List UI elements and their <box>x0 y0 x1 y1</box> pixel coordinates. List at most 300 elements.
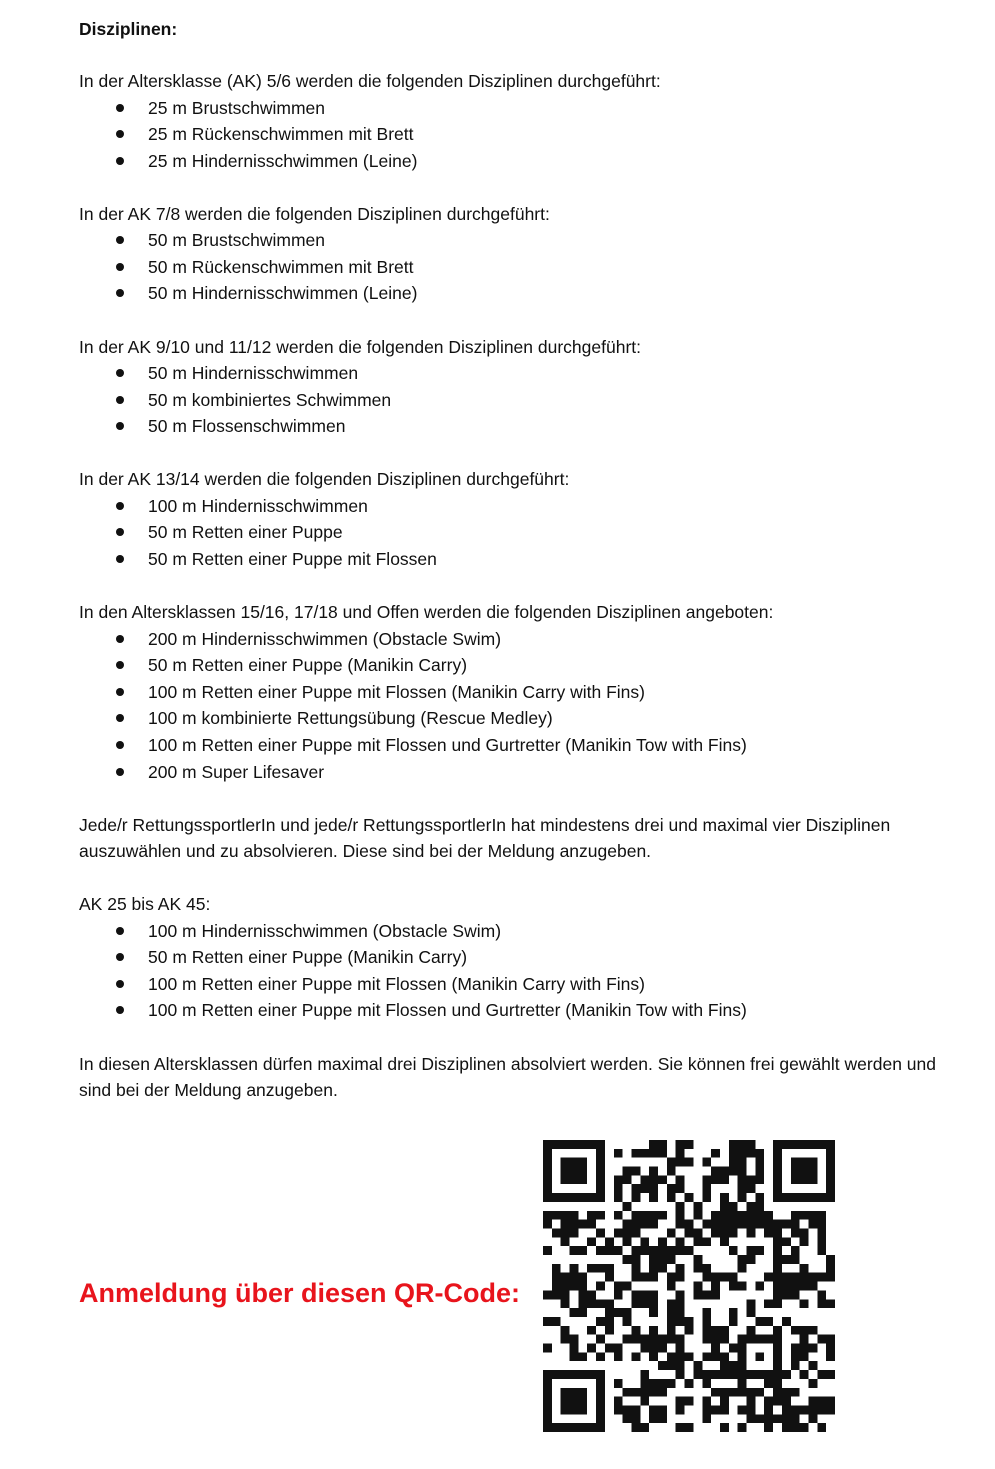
qr-module <box>791 1326 800 1335</box>
qr-module <box>817 1290 826 1299</box>
qr-module <box>649 1193 658 1202</box>
qr-module <box>578 1352 587 1361</box>
qr-module <box>640 1299 649 1308</box>
qr-module <box>578 1175 587 1184</box>
qr-module <box>658 1414 667 1423</box>
qr-module <box>587 1299 596 1308</box>
qr-module <box>578 1220 587 1229</box>
qr-module <box>649 1246 658 1255</box>
qr-module <box>631 1299 640 1308</box>
qr-module <box>614 1175 623 1184</box>
qr-module <box>738 1158 747 1167</box>
qr-module <box>570 1352 579 1361</box>
qr-module <box>729 1370 738 1379</box>
qr-module <box>711 1228 720 1237</box>
qr-module <box>658 1211 667 1220</box>
qr-module <box>649 1308 658 1317</box>
qr-module <box>782 1414 791 1423</box>
qr-module <box>561 1140 570 1149</box>
qr-module <box>738 1423 747 1432</box>
qr-module <box>808 1414 817 1423</box>
qr-module <box>570 1193 579 1202</box>
qr-module <box>578 1273 587 1282</box>
qr-module <box>676 1423 685 1432</box>
qr-module <box>658 1140 667 1149</box>
qr-module <box>817 1273 826 1282</box>
qr-module <box>667 1228 676 1237</box>
qr-module <box>747 1308 756 1317</box>
qr-module <box>773 1335 782 1344</box>
qr-module <box>693 1361 702 1370</box>
qr-module <box>631 1220 640 1229</box>
qr-module <box>676 1290 685 1299</box>
qr-module <box>711 1405 720 1414</box>
qr-module <box>773 1264 782 1273</box>
qr-module <box>685 1352 694 1361</box>
qr-module <box>596 1299 605 1308</box>
qr-module <box>747 1246 756 1255</box>
qr-module <box>676 1335 685 1344</box>
qr-module <box>658 1388 667 1397</box>
qr-module <box>782 1193 791 1202</box>
qr-module <box>817 1370 826 1379</box>
qr-module <box>658 1149 667 1158</box>
qr-module <box>570 1140 579 1149</box>
list-item: 100 m Hindernisschwimmen (Obstacle Swim) <box>79 918 939 945</box>
qr-module <box>578 1140 587 1149</box>
qr-module <box>747 1202 756 1211</box>
signup-label: Anmeldung über diesen QR-Code: <box>79 1278 521 1308</box>
qr-module <box>631 1290 640 1299</box>
list-item: 100 m kombinierte Rettungsübung (Rescue Medley) <box>79 705 939 732</box>
qr-module <box>667 1317 676 1326</box>
qr-module <box>702 1414 711 1423</box>
qr-module <box>747 1184 756 1193</box>
qr-module <box>552 1228 561 1237</box>
qr-module <box>711 1335 720 1344</box>
qr-module <box>702 1326 711 1335</box>
qr-module <box>702 1158 711 1167</box>
qr-module <box>791 1273 800 1282</box>
qr-module <box>800 1273 809 1282</box>
list-item: 50 m Retten einer Puppe <box>79 519 939 546</box>
qr-module <box>667 1184 676 1193</box>
qr-module <box>596 1397 605 1406</box>
qr-module <box>570 1397 579 1406</box>
qr-module <box>693 1282 702 1291</box>
qr-module <box>658 1405 667 1414</box>
qr-module <box>720 1228 729 1237</box>
qr-module <box>685 1397 694 1406</box>
qr-module <box>791 1255 800 1264</box>
qr-module <box>587 1211 596 1220</box>
qr-module <box>693 1202 702 1211</box>
discipline-list <box>79 95 939 175</box>
qr-module <box>764 1273 773 1282</box>
qr-module <box>543 1140 552 1149</box>
qr-module <box>720 1237 729 1246</box>
qr-module <box>747 1326 756 1335</box>
qr-module <box>614 1282 623 1291</box>
qr-module <box>543 1344 552 1353</box>
qr-module <box>578 1290 587 1299</box>
qr-module <box>747 1405 756 1414</box>
qr-module <box>782 1140 791 1149</box>
qr-module <box>596 1264 605 1273</box>
qr-module <box>561 1273 570 1282</box>
qr-module <box>791 1167 800 1176</box>
qr-module <box>791 1344 800 1353</box>
qr-module <box>702 1237 711 1246</box>
qr-module <box>738 1193 747 1202</box>
qr-module <box>631 1335 640 1344</box>
qr-module <box>676 1211 685 1220</box>
qr-module <box>800 1335 809 1344</box>
qr-module <box>676 1246 685 1255</box>
qr-module <box>676 1140 685 1149</box>
qr-module <box>561 1370 570 1379</box>
qr-module <box>720 1405 729 1414</box>
qr-module <box>552 1423 561 1432</box>
qr-module <box>631 1193 640 1202</box>
qr-module <box>587 1370 596 1379</box>
qr-module <box>738 1352 747 1361</box>
qr-module <box>552 1317 561 1326</box>
qr-module <box>623 1388 632 1397</box>
qr-module <box>738 1405 747 1414</box>
qr-module <box>543 1379 552 1388</box>
qr-module <box>711 1344 720 1353</box>
list-item: 100 m Retten einer Puppe mit Flossen und Gurtretter (Manikin Tow with Fins) <box>79 997 939 1024</box>
masters-note: In diesen Altersklassen dürfen maximal drei Disziplinen absolviert werden. Sie können frei gewählt werden und sind bei der Meldung anzugeben. <box>79 1053 936 1101</box>
qr-module <box>570 1264 579 1273</box>
discipline-list <box>79 227 939 307</box>
qr-module <box>640 1149 649 1158</box>
qr-module <box>596 1193 605 1202</box>
qr-module <box>614 1149 623 1158</box>
list-item: 50 m Hindernisschwimmen <box>79 360 939 387</box>
qr-module <box>640 1290 649 1299</box>
qr-module <box>676 1370 685 1379</box>
qr-module <box>773 1158 782 1167</box>
section-intro: In den Altersklassen 15/16, 17/18 und Offen werden die folgenden Disziplinen angeboten: <box>79 602 774 623</box>
qr-module <box>791 1220 800 1229</box>
qr-module <box>685 1379 694 1388</box>
qr-module <box>570 1308 579 1317</box>
qr-module <box>596 1335 605 1344</box>
qr-module <box>623 1228 632 1237</box>
qr-module <box>640 1175 649 1184</box>
qr-module <box>720 1397 729 1406</box>
qr-module <box>755 1202 764 1211</box>
qr-module <box>702 1273 711 1282</box>
qr-module <box>570 1370 579 1379</box>
qr-module <box>755 1317 764 1326</box>
qr-module <box>631 1264 640 1273</box>
qr-module <box>667 1255 676 1264</box>
qr-code-icon[interactable] <box>543 1140 835 1432</box>
qr-module <box>711 1370 720 1379</box>
qr-module <box>649 1175 658 1184</box>
qr-module <box>808 1167 817 1176</box>
qr-module <box>676 1149 685 1158</box>
qr-module <box>808 1140 817 1149</box>
qr-module <box>800 1211 809 1220</box>
qr-module <box>649 1405 658 1414</box>
qr-module <box>826 1158 835 1167</box>
qr-module <box>658 1246 667 1255</box>
qr-module <box>596 1370 605 1379</box>
qr-module <box>596 1149 605 1158</box>
qr-module <box>578 1308 587 1317</box>
qr-module <box>658 1237 667 1246</box>
qr-module <box>720 1361 729 1370</box>
qr-module <box>561 1175 570 1184</box>
qr-module <box>826 1335 835 1344</box>
qr-module <box>605 1264 614 1273</box>
qr-module <box>755 1167 764 1176</box>
qr-module <box>667 1326 676 1335</box>
qr-module <box>570 1246 579 1255</box>
qr-module <box>596 1352 605 1361</box>
qr-module <box>791 1414 800 1423</box>
section-ak-5-6 <box>79 68 939 174</box>
selection-note: Jede/r RettungssportlerIn und jede/r RettungssportlerIn hat mindestens drei und maximal vier Disziplinen auszuwählen und zu absolvieren. Diese sind bei der Meldung anzugeben. <box>79 814 891 862</box>
qr-module <box>561 1388 570 1397</box>
qr-module <box>649 1388 658 1397</box>
qr-module <box>764 1299 773 1308</box>
qr-module <box>631 1405 640 1414</box>
qr-module <box>596 1414 605 1423</box>
qr-module <box>685 1158 694 1167</box>
qr-module <box>808 1379 817 1388</box>
qr-module <box>605 1299 614 1308</box>
qr-module <box>729 1149 738 1158</box>
qr-module <box>782 1290 791 1299</box>
qr-module <box>702 1379 711 1388</box>
qr-module <box>729 1158 738 1167</box>
qr-module <box>640 1246 649 1255</box>
qr-module <box>773 1370 782 1379</box>
qr-module <box>552 1290 561 1299</box>
qr-module <box>791 1228 800 1237</box>
qr-module <box>667 1158 676 1167</box>
qr-module <box>738 1220 747 1229</box>
qr-module <box>782 1220 791 1229</box>
qr-module <box>808 1282 817 1291</box>
qr-module <box>649 1335 658 1344</box>
qr-module <box>738 1379 747 1388</box>
qr-module <box>800 1344 809 1353</box>
qr-module <box>587 1193 596 1202</box>
qr-module <box>747 1220 756 1229</box>
qr-module <box>605 1237 614 1246</box>
qr-module <box>791 1211 800 1220</box>
qr-module <box>676 1237 685 1246</box>
qr-module <box>826 1149 835 1158</box>
qr-module <box>676 1273 685 1282</box>
qr-module <box>773 1388 782 1397</box>
qr-module <box>570 1405 579 1414</box>
qr-module <box>578 1370 587 1379</box>
qr-module <box>808 1405 817 1414</box>
qr-module <box>543 1388 552 1397</box>
qr-module <box>587 1423 596 1432</box>
qr-module <box>614 1193 623 1202</box>
qr-module <box>667 1193 676 1202</box>
qr-module <box>817 1246 826 1255</box>
qr-module <box>693 1370 702 1379</box>
qr-module <box>808 1175 817 1184</box>
qr-module <box>711 1282 720 1291</box>
qr-module <box>623 1167 632 1176</box>
section-intro: In der AK 13/14 werden die folgenden Disziplinen durchgeführt: <box>79 469 570 490</box>
qr-module <box>791 1405 800 1414</box>
qr-module <box>729 1228 738 1237</box>
qr-module <box>817 1220 826 1229</box>
section-intro: In der AK 7/8 werden die folgenden Disziplinen durchgeführt: <box>79 203 550 224</box>
qr-module <box>543 1317 552 1326</box>
qr-module <box>773 1361 782 1370</box>
qr-module <box>658 1361 667 1370</box>
qr-module <box>552 1282 561 1291</box>
qr-module <box>623 1282 632 1291</box>
qr-module <box>649 1184 658 1193</box>
qr-module <box>808 1344 817 1353</box>
qr-module <box>578 1282 587 1291</box>
qr-module <box>640 1388 649 1397</box>
qr-module <box>570 1167 579 1176</box>
qr-module <box>800 1282 809 1291</box>
section-masters <box>79 891 939 1024</box>
qr-module <box>729 1246 738 1255</box>
qr-module <box>747 1149 756 1158</box>
qr-module <box>738 1175 747 1184</box>
qr-module <box>631 1211 640 1220</box>
qr-module <box>720 1388 729 1397</box>
qr-module <box>596 1175 605 1184</box>
qr-module <box>667 1361 676 1370</box>
qr-module <box>747 1228 756 1237</box>
qr-module <box>561 1326 570 1335</box>
qr-module <box>773 1167 782 1176</box>
qr-module <box>561 1335 570 1344</box>
qr-module <box>773 1326 782 1335</box>
qr-module <box>685 1326 694 1335</box>
qr-module <box>667 1273 676 1282</box>
qr-module <box>631 1228 640 1237</box>
qr-module <box>764 1414 773 1423</box>
qr-module <box>552 1273 561 1282</box>
qr-module <box>773 1175 782 1184</box>
qr-module <box>702 1352 711 1361</box>
qr-module <box>552 1211 561 1220</box>
qr-module <box>702 1317 711 1326</box>
qr-module <box>747 1140 756 1149</box>
qr-module <box>658 1255 667 1264</box>
list-item: 25 m Brustschwimmen <box>79 95 939 122</box>
qr-module <box>570 1228 579 1237</box>
qr-module <box>764 1220 773 1229</box>
qr-module <box>623 1335 632 1344</box>
qr-module <box>596 1211 605 1220</box>
qr-module <box>543 1397 552 1406</box>
qr-module <box>543 1175 552 1184</box>
list-item: 25 m Hindernisschwimmen (Leine) <box>79 148 939 175</box>
qr-module <box>605 1308 614 1317</box>
qr-module <box>614 1397 623 1406</box>
qr-module <box>561 1167 570 1176</box>
list-item: 100 m Retten einer Puppe mit Flossen und Gurtretter (Manikin Tow with Fins) <box>79 732 939 759</box>
qr-module <box>676 1264 685 1273</box>
qr-module <box>764 1397 773 1406</box>
qr-module <box>543 1423 552 1432</box>
qr-module <box>693 1228 702 1237</box>
qr-module <box>667 1308 676 1317</box>
qr-module <box>561 1211 570 1220</box>
qr-module <box>623 1255 632 1264</box>
qr-module <box>773 1344 782 1353</box>
qr-module <box>738 1167 747 1176</box>
qr-module <box>623 1317 632 1326</box>
qr-module <box>782 1405 791 1414</box>
qr-module <box>605 1344 614 1353</box>
qr-module <box>570 1423 579 1432</box>
qr-module <box>826 1397 835 1406</box>
qr-module <box>578 1388 587 1397</box>
qr-module <box>640 1370 649 1379</box>
list-item: 100 m Retten einer Puppe mit Flossen (Manikin Carry with Fins) <box>79 679 939 706</box>
qr-module <box>561 1397 570 1406</box>
qr-module <box>649 1344 658 1353</box>
qr-module <box>729 1361 738 1370</box>
qr-module <box>791 1361 800 1370</box>
qr-module <box>685 1228 694 1237</box>
qr-module <box>676 1317 685 1326</box>
list-item: 200 m Super Lifesaver <box>79 759 939 786</box>
qr-module <box>808 1273 817 1282</box>
qr-module <box>676 1158 685 1167</box>
qr-module <box>755 1211 764 1220</box>
qr-module <box>640 1237 649 1246</box>
qr-module <box>640 1344 649 1353</box>
qr-module <box>755 1158 764 1167</box>
qr-module <box>623 1405 632 1414</box>
qr-module <box>764 1379 773 1388</box>
qr-module <box>667 1246 676 1255</box>
qr-module <box>826 1255 835 1264</box>
qr-module <box>587 1237 596 1246</box>
qr-module <box>685 1423 694 1432</box>
qr-module <box>800 1167 809 1176</box>
qr-module <box>676 1405 685 1414</box>
qr-module <box>791 1290 800 1299</box>
qr-module <box>702 1335 711 1344</box>
qr-module <box>676 1397 685 1406</box>
qr-module <box>791 1388 800 1397</box>
qr-module <box>614 1211 623 1220</box>
list-item: 100 m Retten einer Puppe mit Flossen (Manikin Carry with Fins) <box>79 971 939 998</box>
qr-module <box>791 1423 800 1432</box>
qr-module <box>631 1414 640 1423</box>
qr-module <box>596 1317 605 1326</box>
qr-module <box>578 1397 587 1406</box>
qr-module <box>826 1140 835 1149</box>
qr-module <box>623 1414 632 1423</box>
qr-module <box>800 1158 809 1167</box>
qr-module <box>596 1405 605 1414</box>
list-item: 100 m Hindernisschwimmen <box>79 493 939 520</box>
